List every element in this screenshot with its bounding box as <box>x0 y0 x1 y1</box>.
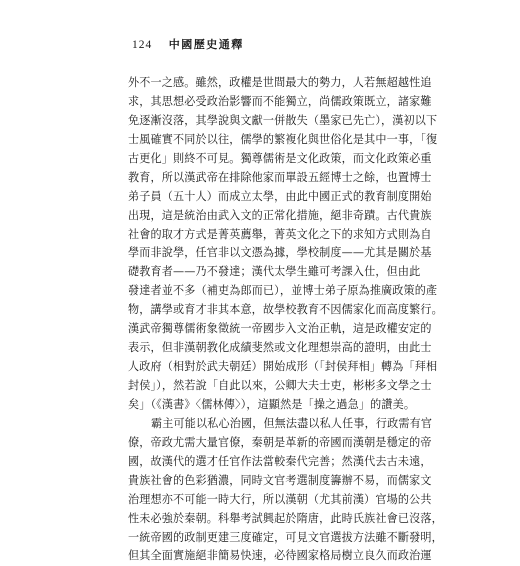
text-line: 僚，帝政尤需大量官僚，秦朝是革新的帝國而漢朝是穩定的帝 <box>128 435 432 449</box>
text-line: 但其全面實施絕非簡易快速，必待國家格局樹立良久而政治運 <box>128 549 432 563</box>
text-line: 出現，這是統治由武入文的正常化措施，絕非奇蹟。古代貴族 <box>128 208 432 222</box>
text-line: 古更化」則終不可見。獨尊儒術是文化政策，而文化政策必重 <box>128 151 432 165</box>
paragraph-end-line: 矣」（《漢書》〈儒林傳〉），這顯然是「操之過急」的讚美。 <box>128 397 416 411</box>
text-line: 人政府（相對於武夫朝廷）開始成形（「封侯拜相」轉為「拜相 <box>128 360 438 374</box>
running-head <box>132 36 244 52</box>
text-line: 物，講學或育才非其本意，故學校教育不因儒家化而高度繁行。 <box>128 303 443 317</box>
text-line: 治理想亦不可能一時大行，所以漢朝（尤其前漢）官場的公共 <box>128 492 432 506</box>
text-line: 社會的取才方式是菁英薦舉，菁英文化之下的求知方式則為自 <box>128 227 432 241</box>
text-line: 學而非說學，任官非以文憑為據，學校制度——尤其是關於基 <box>128 246 432 260</box>
text-line: 封侯」），然若說「自此以來，公卿大夫士吏，彬彬多文學之士 <box>128 379 432 392</box>
text-line: 弟子員（五十人）而成立太學，由此中國正式的教育制度開始 <box>128 189 432 203</box>
text-line: 國，故漢代的選才任官作法當較秦代完善；然漢代去古未遠， <box>128 454 432 468</box>
page-number: 124 <box>132 39 153 51</box>
paragraph-start-line: 霸主可能以私心治國，但無法盡以私人任事，行政需有官 <box>151 416 433 430</box>
text-line: 免逐漸沒落，其學說與文獻一併散失（墨家已先亡），漢初以下 <box>128 113 438 127</box>
text-line: 求，其思想必受政治影響而不能獨立，尚儒政策既立，諸家難 <box>128 94 432 108</box>
text-line: 外不一之感。雖然，政權是世間最大的勢力，人若無超越性追 <box>128 76 432 89</box>
text-line: 性未必強於秦朝。科舉考試興起於隋唐，此時氏族社會已沒落， <box>128 511 443 525</box>
text-line: 貴族社會的色彩猶濃，同時文官考選制度籌辦不易，而儒家文 <box>128 473 432 487</box>
text-line: 士風確實不同於以往，儒學的繁複化與世俗化是其中一事，「復 <box>128 132 438 146</box>
text-line: 一統帝國的政制更建三度確定，可見文官選拔方法雖不斷發明， <box>128 530 443 544</box>
text-line: 教育，所以漢武帝在排除他家而單設五經博士之餘，也置博士 <box>128 170 432 184</box>
text-line: 漢武帝獨尊儒術象徵統一帝國步入文治正軌，這是政權安定的 <box>128 322 432 336</box>
text-line: 表示，但非漢朝教化成績斐然或文化理想崇高的證明，由此士 <box>128 341 432 355</box>
book-title: 中國歷史通釋 <box>168 38 244 51</box>
text-line: 發達者並不多（補吏為郎而已），並博士弟子原為推廣政策的產 <box>128 284 438 298</box>
text-line: 礎教育者——乃不發達；漢代太學生雖可考課入仕，但由此 <box>128 265 421 279</box>
body-text <box>128 74 443 566</box>
